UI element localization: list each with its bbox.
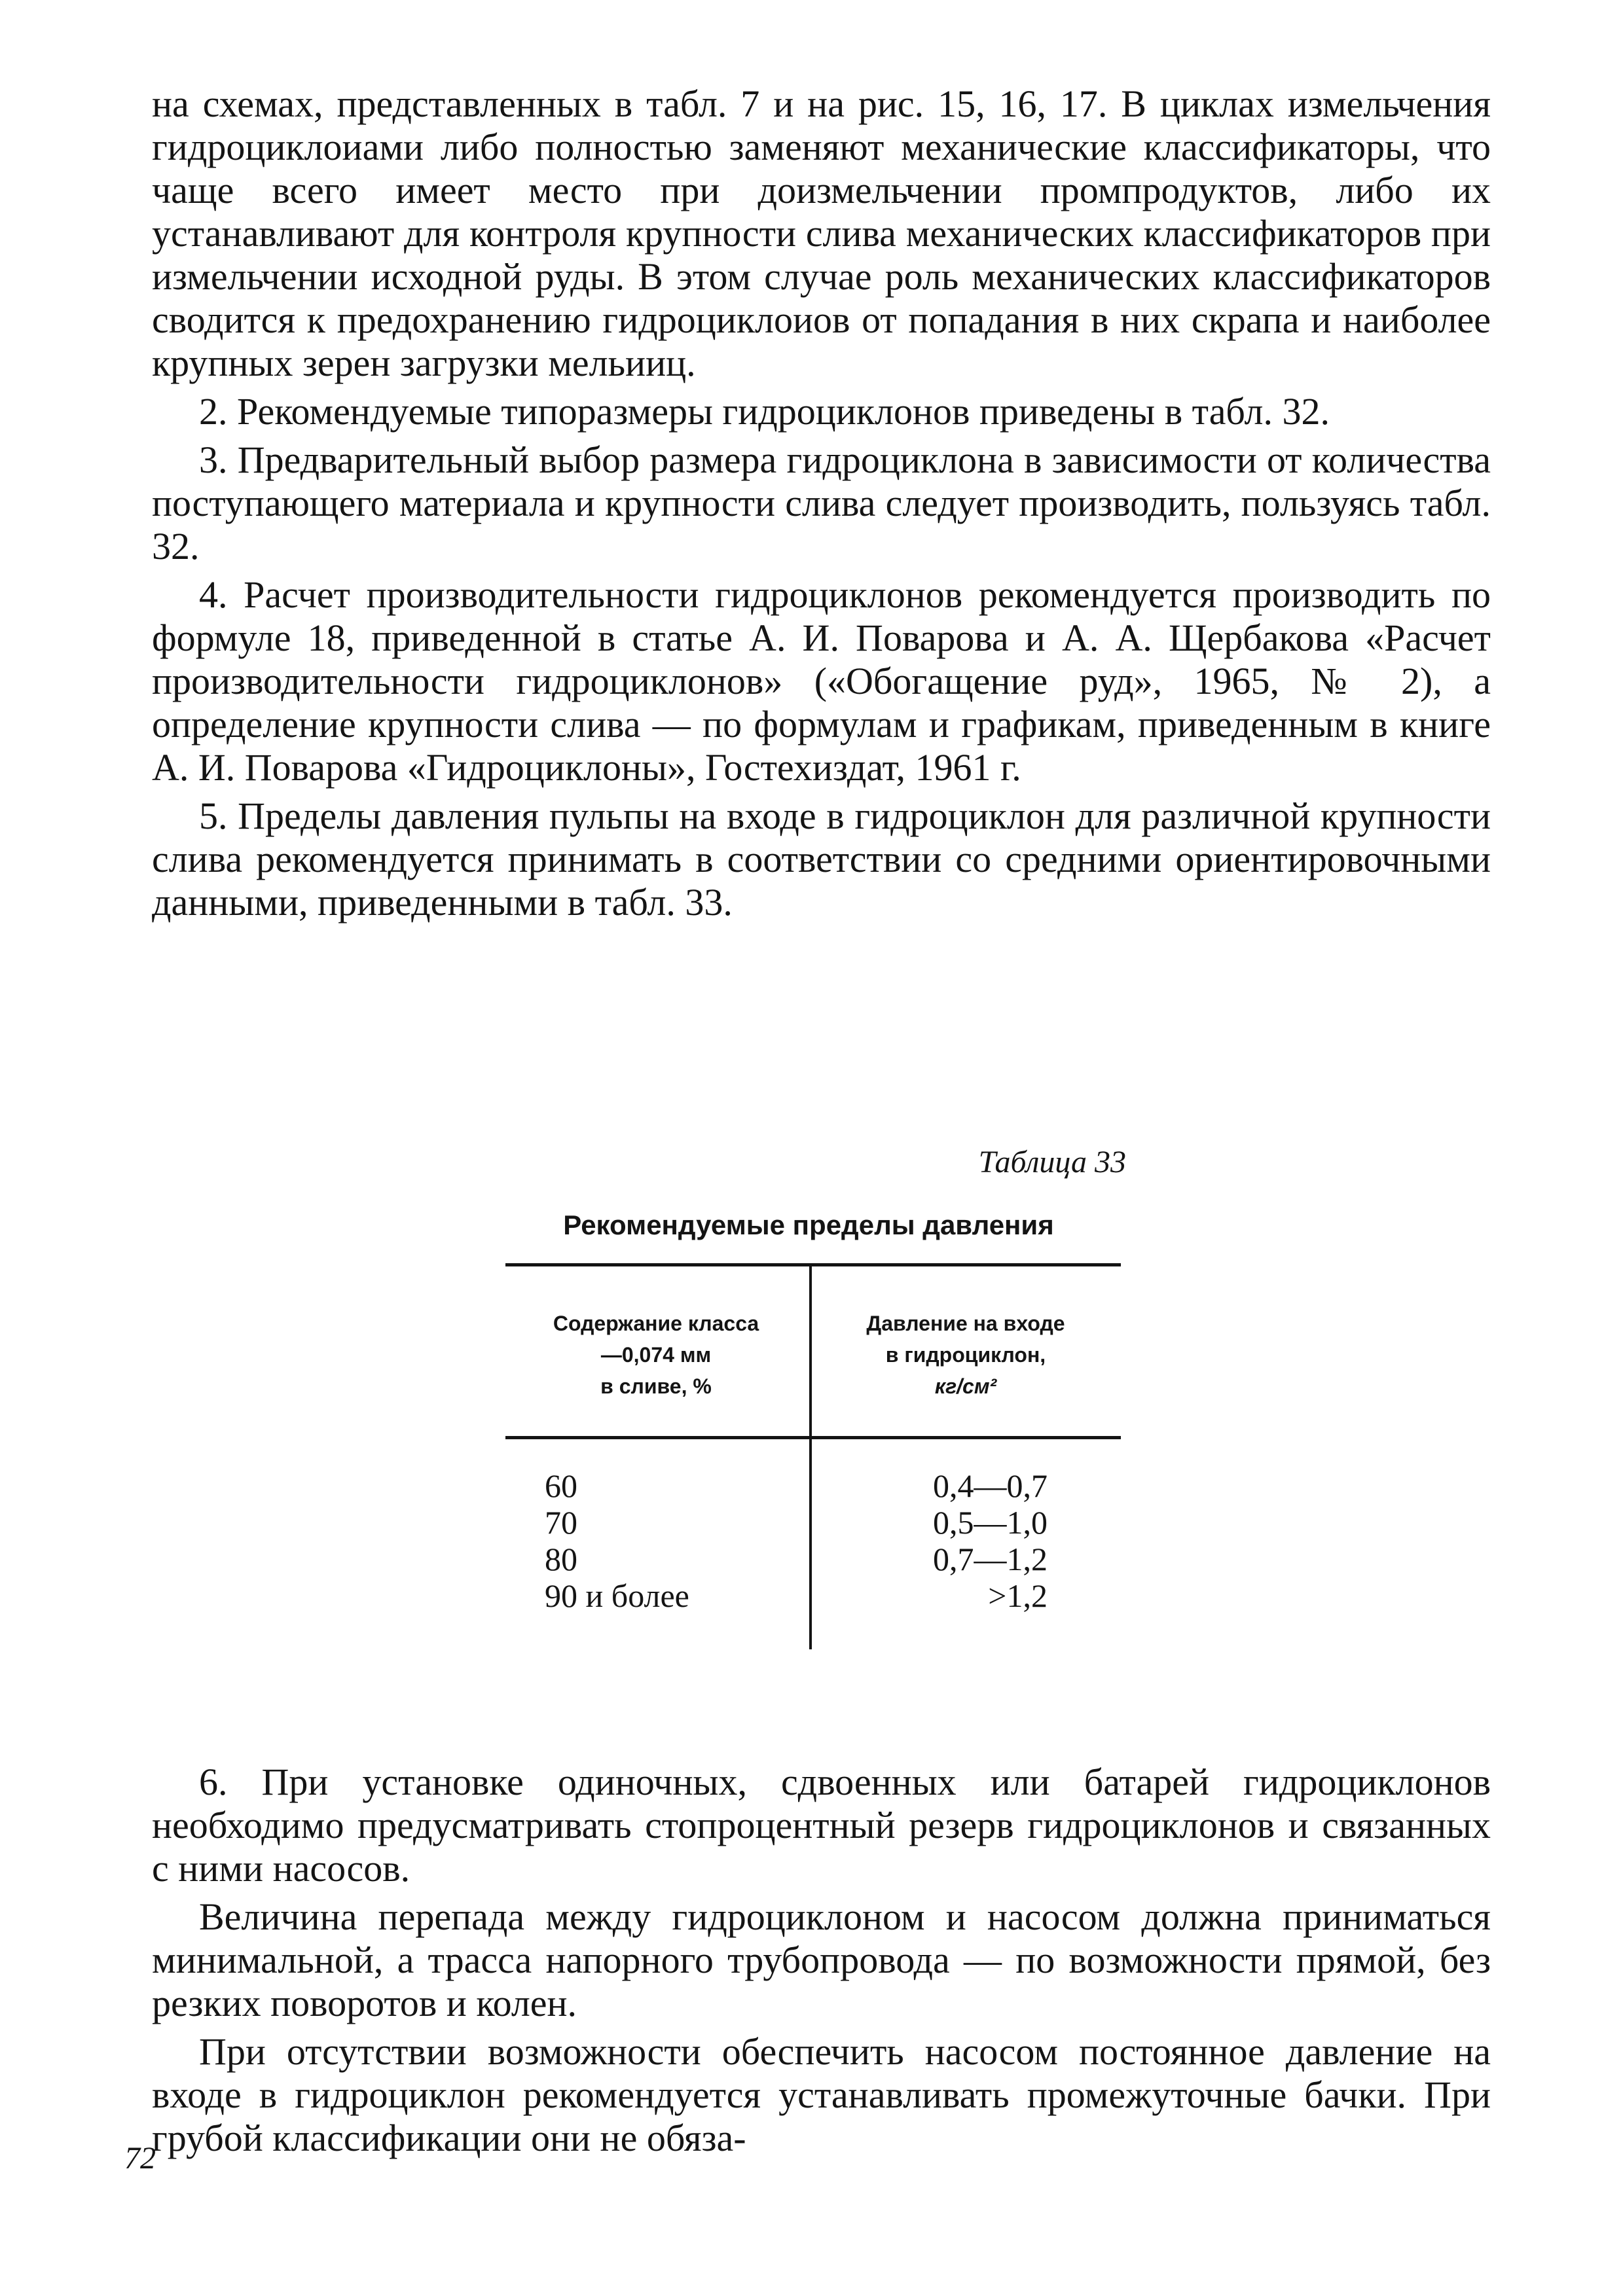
table-title: Рекомендуемые пределы давления bbox=[563, 1210, 1054, 1240]
header-line: Давление на входе bbox=[866, 1312, 1065, 1335]
header-line: —0,074 мм bbox=[600, 1343, 712, 1367]
header-unit: кг/см² bbox=[934, 1374, 997, 1398]
table-cell: 0,7—1,2 bbox=[933, 1541, 1048, 1577]
paragraph: 4. Расчет производительности гидроциклонов рекомендуется производить по формуле 18, приведенной в статье А. И. Поварова и А. А. Щербакова «Расчет производительности гидроциклонов» («Обогащение руд», 1965, № 2), а определение крупности слива — по формулам и графикам, приведенным в книге А. И. Поварова «Гидроциклоны», Гостехиздат, 1961 г. bbox=[152, 573, 1491, 789]
table-cell: >1,2 bbox=[988, 1577, 1048, 1614]
table-header-rule bbox=[505, 1436, 1121, 1439]
table-cell: 0,5—1,0 bbox=[933, 1504, 1048, 1541]
paragraph: 5. Пределы давления пульпы на входе в гидроциклон для различной крупности слива рекомендуется принимать в соответствии со средними ориентировочными данными, приведенными в табл. 33. bbox=[152, 795, 1491, 924]
table-cell: 60 bbox=[545, 1467, 577, 1504]
table-cell: 90 и более bbox=[545, 1577, 689, 1614]
table-column-pressure bbox=[851, 1467, 1048, 1614]
table-header-pressure bbox=[818, 1308, 1113, 1402]
text-block-bottom bbox=[152, 1761, 1491, 2160]
header-line: Содержание класса bbox=[553, 1312, 759, 1335]
paragraph: 6. При установке одиночных, сдвоенных или батарей гидроциклонов необходимо предусматривать стопроцентный резерв гидроциклонов и связанных с ними насосов. bbox=[152, 1761, 1491, 1890]
table-column-divider bbox=[809, 1266, 812, 1649]
table-column-content bbox=[545, 1467, 793, 1614]
table-cell: 0,4—0,7 bbox=[933, 1467, 1048, 1504]
table-caption: Таблица 33 bbox=[978, 1145, 1126, 1179]
header-line: в гидроциклон, bbox=[885, 1343, 1046, 1367]
header-line: в сливе, % bbox=[600, 1374, 712, 1398]
text-block-top bbox=[152, 82, 1491, 924]
paragraph: Величина перепада между гидроциклоном и насосом должна приниматься минимальной, а трасса напорного трубопровода — по возможности прямой, без резких поворотов и колен. bbox=[152, 1895, 1491, 2024]
page-number: 72 bbox=[124, 2141, 156, 2176]
table-cell: 70 bbox=[545, 1504, 577, 1541]
paragraph: 2. Рекомендуемые типоразмеры гидроциклонов приведены в табл. 32. bbox=[199, 390, 1330, 433]
paragraph: 3. Предварительный выбор размера гидроциклона в зависимости от количества поступающего материала и крупности слива следует производить, пользуясь табл. 32. bbox=[152, 439, 1491, 567]
paragraph: на схемах, представленных в табл. 7 и на рис. 15, 16, 17. В циклах измельчения гидроциклоиами либо полностью заменяют механические классификаторы, что чаще всего имеет место при доизмельчении промпродуктов, либо их устанавливают для контроля крупности слива механических классификаторов при измельчении исходной руды. В этом случае роль механических классификаторов сводится к предохранению гидроциклоиов от попадания в них скрапа и наиболее крупных зерен загрузки мельииц. bbox=[152, 82, 1491, 384]
table-top-rule bbox=[505, 1263, 1121, 1266]
table-header-content bbox=[512, 1308, 800, 1402]
paragraph: При отсутствии возможности обеспечить насосом постоянное давление на входе в гидроциклон рекомендуется устанавливать промежуточные бачки. При грубой классификации они не обяза- bbox=[152, 2030, 1491, 2159]
table-cell: 80 bbox=[545, 1541, 577, 1577]
